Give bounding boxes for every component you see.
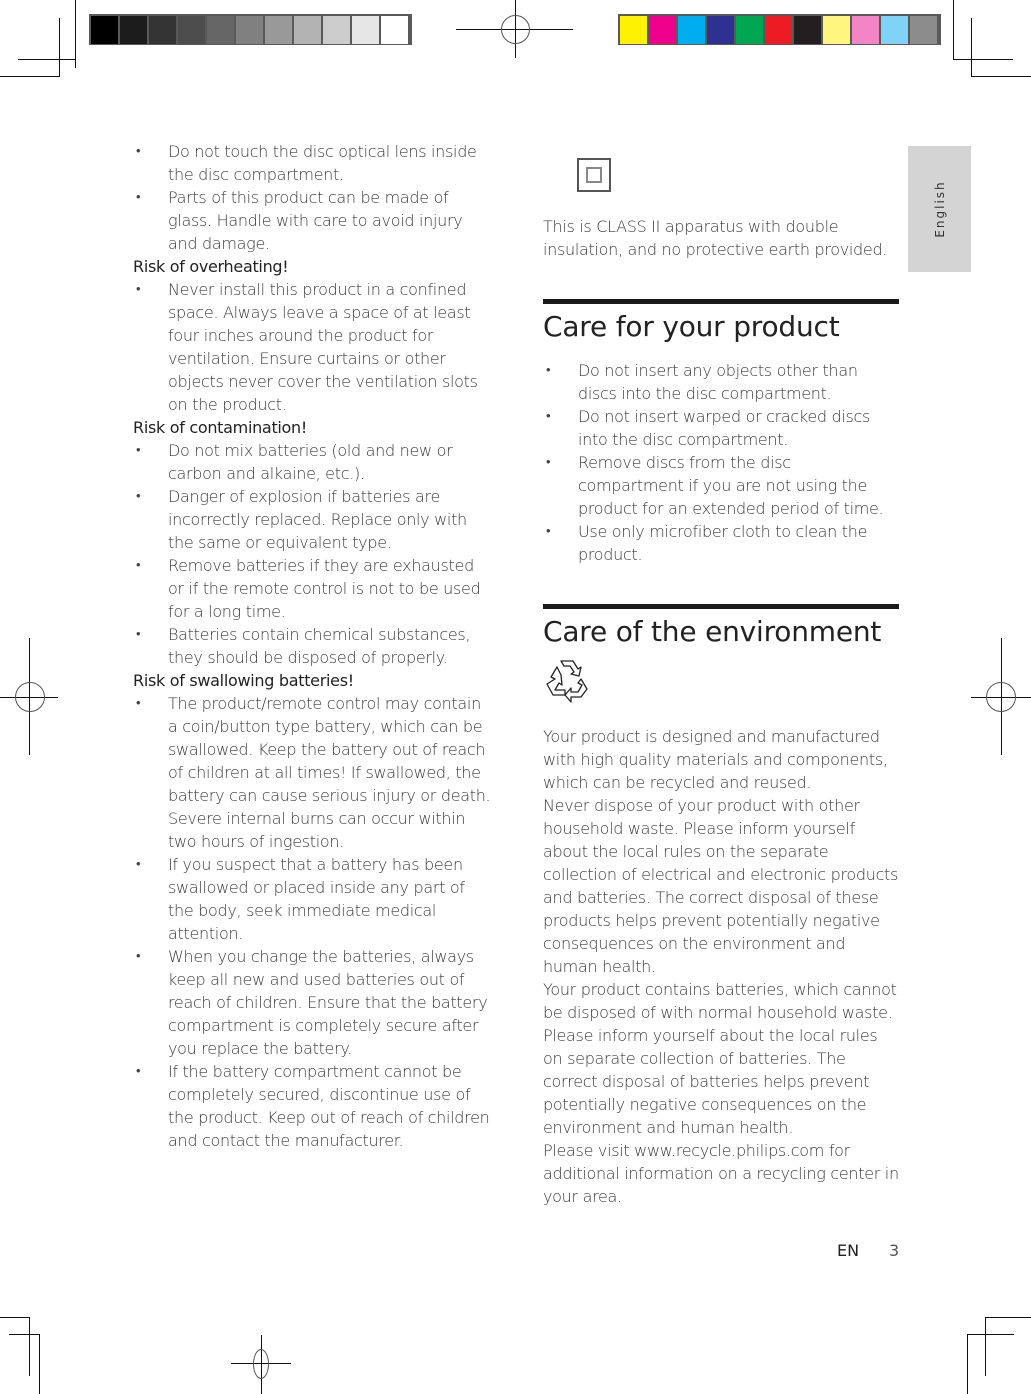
safety-warnings-column — [133, 140, 493, 1152]
list-item: • Remove discs from the disc compartment if you are not using the product for an extended period of time. — [543, 451, 899, 520]
color-swatch — [294, 16, 321, 44]
list-item: • Danger of explosion if batteries are incorrectly replaced. Replace only with the same or equivalent type. — [133, 485, 493, 554]
class-ii-text: This is CLASS II apparatus with double insulation, and no protective earth provided. — [543, 217, 888, 259]
list-item: • Remove batteries if they are exhausted or if the remote control is not to be used for a long time. — [133, 554, 493, 623]
color-swatch — [149, 16, 176, 44]
color-swatch — [207, 16, 234, 44]
contamination-bullet-list — [133, 439, 493, 669]
color-swatch — [323, 16, 350, 44]
language-side-tab — [908, 146, 971, 272]
environment-paragraph: Please visit www.recycle.philips.com for additional information on a recycling center in your area. — [543, 1141, 899, 1206]
list-item: • Never install this product in a confined space. Always leave a space of at least four inches around the product for ventilation. Ensure curtains or other objects never cover the ventilation slots on the product. — [133, 278, 493, 416]
list-item: • Do not mix batteries (old and new or carbon and alkaine, etc.). — [133, 439, 493, 485]
list-item: • Do not insert warped or cracked discs into the disc compartment. — [543, 405, 899, 451]
color-swatch — [91, 16, 118, 44]
color-swatch — [120, 16, 147, 44]
color-swatch — [236, 16, 263, 44]
color-swatch — [352, 16, 379, 44]
list-item: • The product/remote control may contain a coin/button type battery, which can be swallowed. Keep the battery out of reach of children at all times! If swallowed, the battery can cause serious injury or death. Severe internal burns can occur within two hours of ingestion. — [133, 692, 493, 853]
list-item: • When you change the batteries, always keep all new and used batteries out of reach of children. Ensure that the battery compartment is completely secure after you replace the battery. — [133, 945, 493, 1060]
color-swatch — [765, 16, 792, 44]
color-swatch — [881, 16, 908, 44]
color-swatch — [381, 16, 408, 44]
swallowing-heading: Risk of swallowing batteries! — [133, 671, 354, 690]
environment-paragraph: Your product contains batteries, which cannot be disposed of with normal household waste. Please inform yourself about the local rules on separate collection of batteries. The correct disposal of batteries helps prevent potentially negative consequences on the environment and human health. — [543, 980, 897, 1137]
color-swatch — [678, 16, 705, 44]
list-item: • If you suspect that a battery has been swallowed or placed inside any part of the body, seek immediate medical attention. — [133, 853, 493, 945]
care-product-heading: Care for your product — [543, 299, 899, 344]
color-swatch — [620, 16, 647, 44]
page-number: 3 — [889, 1241, 900, 1260]
color-swatch — [823, 16, 850, 44]
list-item: • Do not touch the disc optical lens inside the disc compartment. — [133, 140, 493, 186]
color-swatch — [178, 16, 205, 44]
color-swatch — [910, 16, 937, 44]
contamination-heading: Risk of contamination! — [133, 418, 308, 437]
list-item: • Parts of this product can be made of glass. Handle with care to avoid injury and damage. — [133, 186, 493, 255]
language-tab-label: English — [932, 180, 947, 238]
grayscale-color-bar — [89, 14, 412, 45]
care-product-bullet-list — [543, 359, 899, 566]
environment-paragraph: Never dispose of your product with other household waste. Please inform yourself about the local rules on the separate collection of electrical and electronic products and batteries. The correct disposal of these products helps prevent potentially negative consequences on the environment and human health. — [543, 796, 899, 976]
footer-language: EN — [837, 1241, 860, 1260]
color-swatch — [736, 16, 763, 44]
environment-paragraph: Your product is designed and manufactured with high quality materials and components, which can be recycled and reused. — [543, 727, 888, 792]
list-item: • Use only microfiber cloth to clean the product. — [543, 520, 899, 566]
color-swatch — [852, 16, 879, 44]
color-swatch — [265, 16, 292, 44]
list-item: • If the battery compartment cannot be completely secured, discontinue use of the product. Keep out of reach of children and contact the manufacturer. — [133, 1060, 493, 1152]
color-swatch — [707, 16, 734, 44]
intro-bullet-list — [133, 140, 493, 255]
process-color-bar — [618, 14, 941, 45]
care-column — [543, 140, 899, 1208]
care-environment-heading: Care of the environment — [543, 604, 899, 649]
swallowing-bullet-list — [133, 692, 493, 1152]
recycle-icon — [543, 657, 593, 705]
double-square-class-ii-icon — [577, 158, 611, 192]
color-swatch — [794, 16, 821, 44]
overheating-heading: Risk of overheating! — [133, 257, 289, 276]
list-item: • Do not insert any objects other than discs into the disc compartment. — [543, 359, 899, 405]
list-item: • Batteries contain chemical substances, they should be disposed of properly. — [133, 623, 493, 669]
color-swatch — [649, 16, 676, 44]
overheating-bullet-list — [133, 278, 493, 416]
